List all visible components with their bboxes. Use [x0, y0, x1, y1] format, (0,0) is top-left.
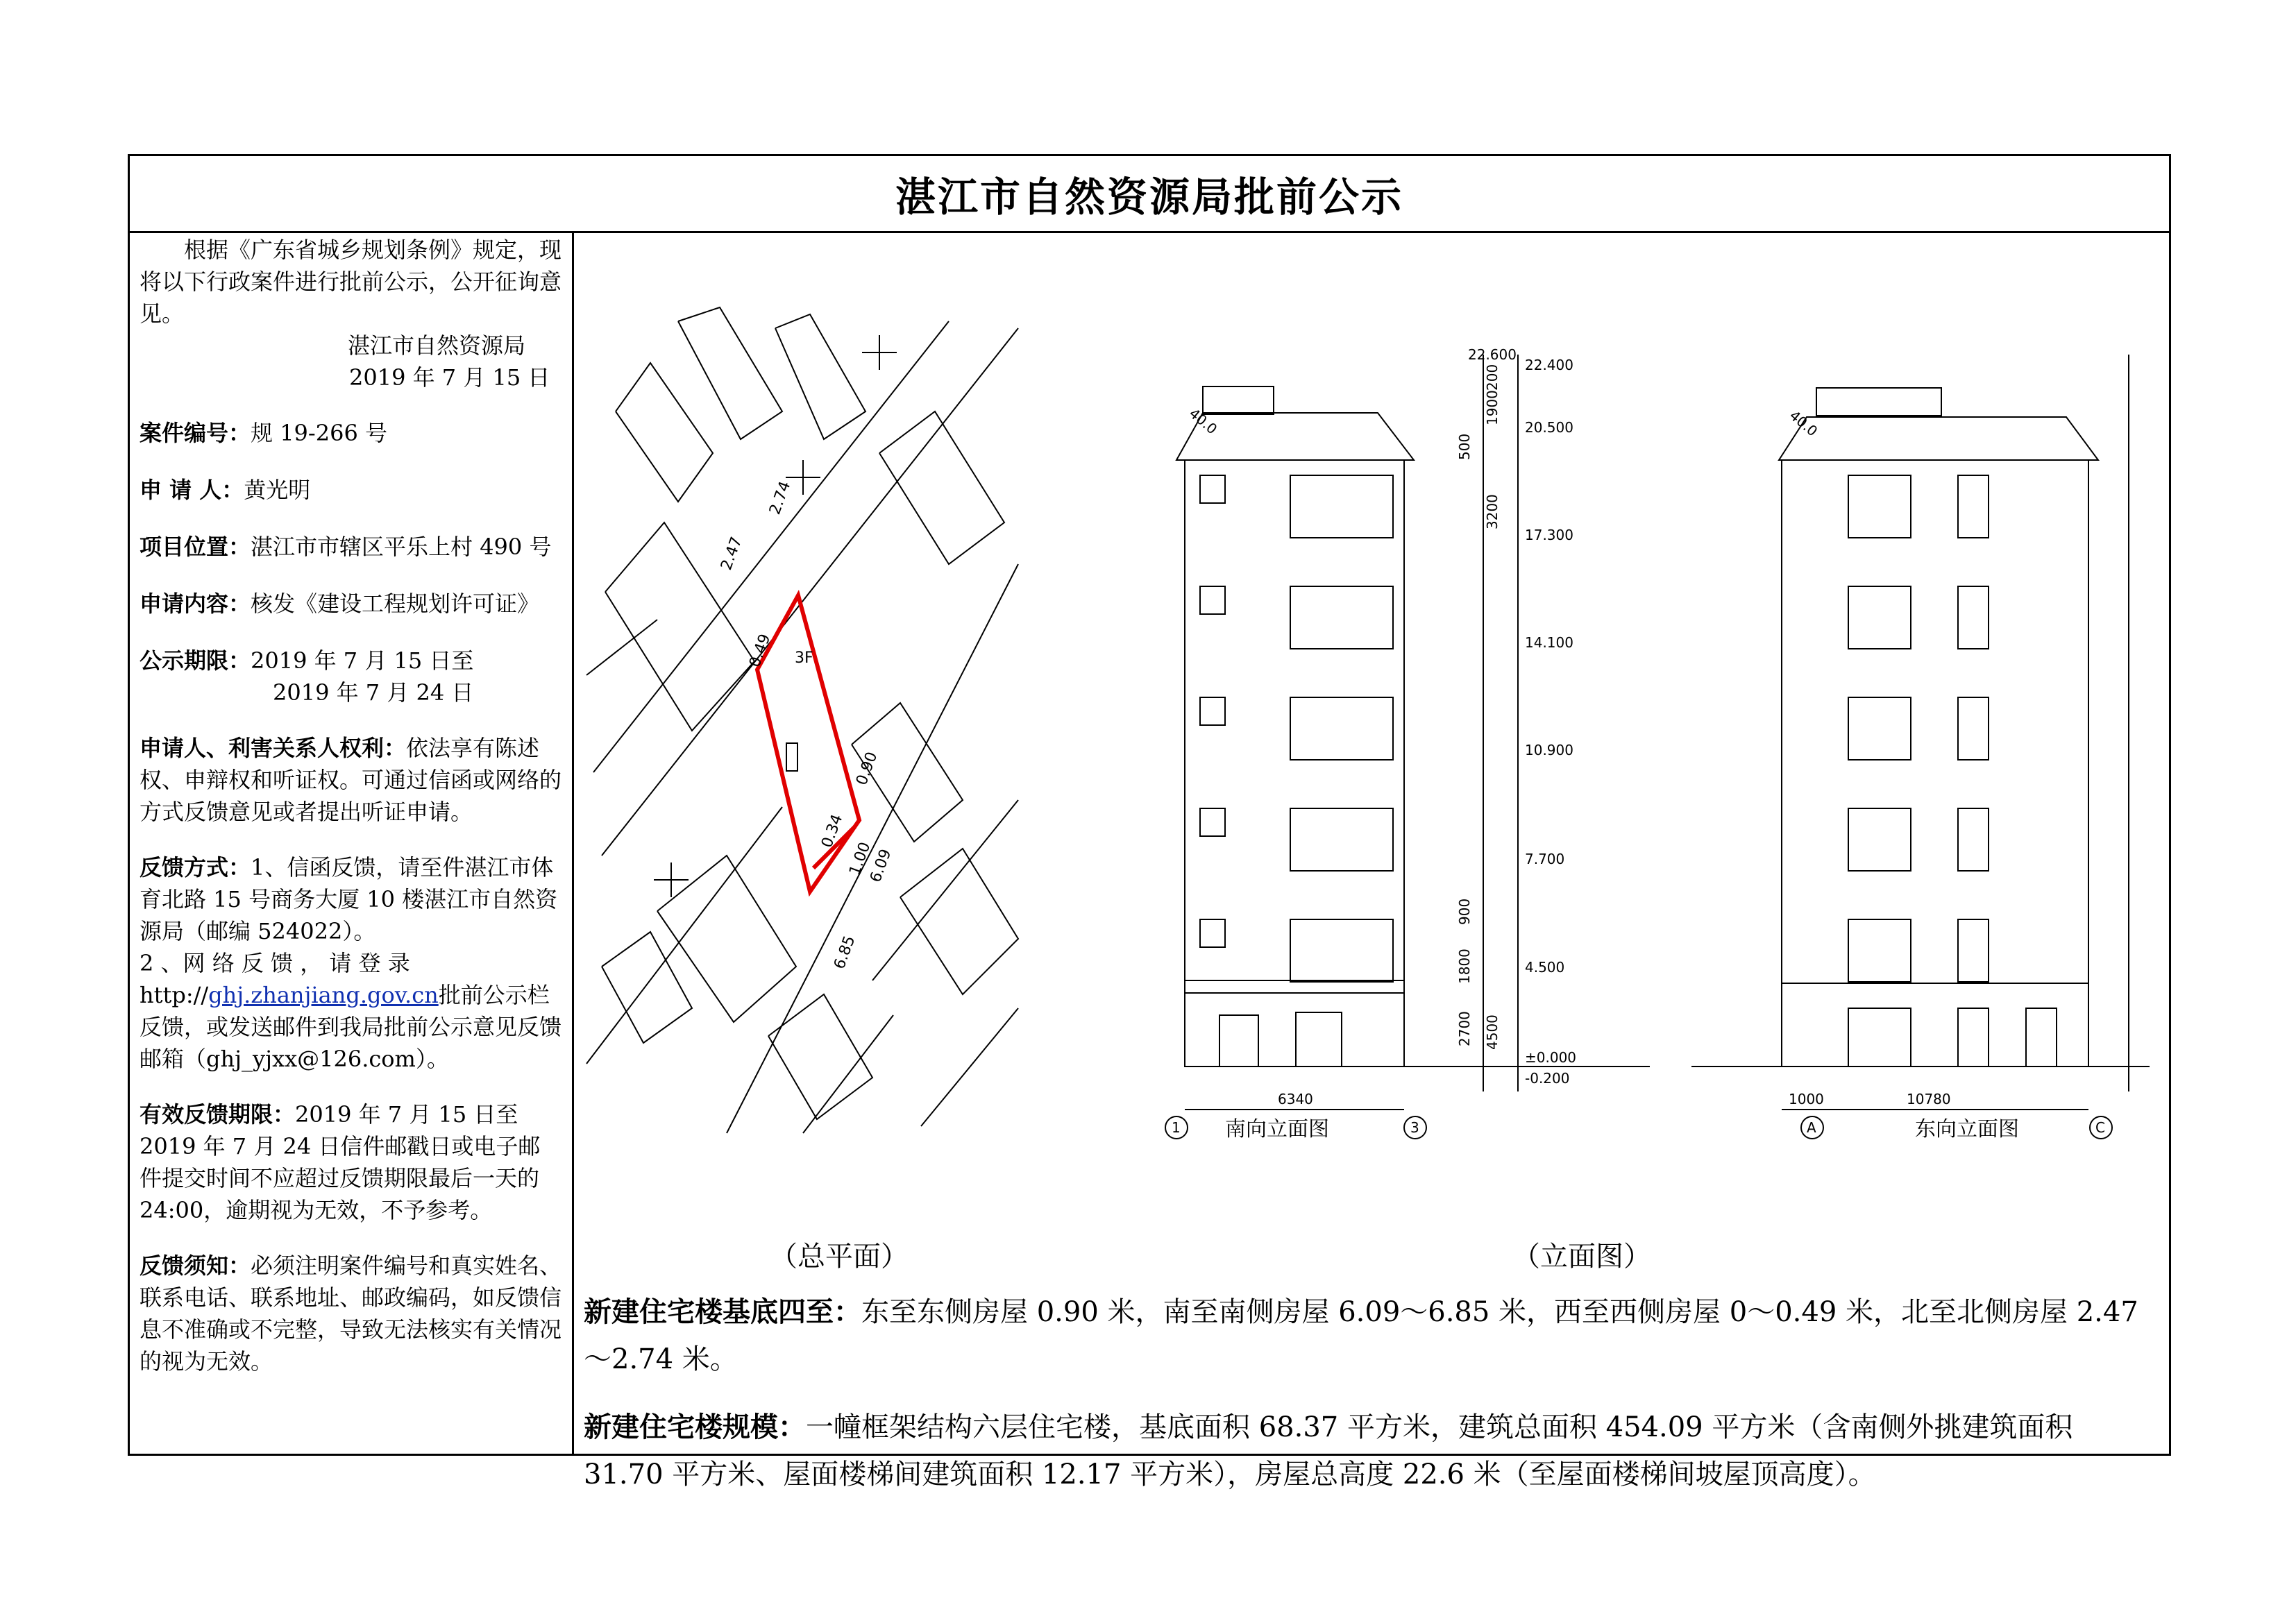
level-20500: 20.500 [1525, 419, 1573, 436]
deadline-paragraph [140, 1098, 562, 1226]
summary-scale-label: 新建住宅楼规模： [584, 1411, 806, 1443]
notice-intro: 根据《广东省城乡规划条例》规定，现将以下行政案件进行批前公示，公开征询意见。 [140, 237, 562, 327]
level-4500: 4.500 [1525, 959, 1565, 976]
axis-3-label: 3 [1410, 1119, 1419, 1136]
feedback-item-1: 1、信函反馈，请至件湛江市体育北路 15 号商务大厦 10 楼湛江市自然资源局（邮编 524022）。 [140, 854, 558, 944]
site-plan [586, 292, 1018, 1146]
deadline-text: 2019 年 7 月 15 日至 2019 年 7 月 24 日信件邮戳日或电子邮件提交时间不应超过反馈期限最后一天的 24:00，逾期视为无效，不予参考。 [140, 1101, 541, 1223]
summary-scale-paragraph [584, 1404, 2159, 1498]
feedback-item-2-suffix: 批前公示栏反馈，或发送邮件到我局批前公示意见反馈邮箱（ghj_yjxx@126.com）。 [140, 982, 562, 1072]
case-number-line [140, 417, 562, 449]
content-value: 核发《建设工程规划许可证》 [251, 590, 540, 617]
east-elevation-title: 东向立面图 [1915, 1117, 2019, 1141]
content-line [140, 588, 562, 620]
feedback-item-2-prefix: 2 、网 络 反 馈 ， 请 登 录 http:// [140, 950, 410, 1008]
summary-boundary-text: 东至东侧房屋 0.90 米，南至南侧房屋 6.09～6.85 米，西至西侧房屋 0～0.49 米，北至北侧房屋 2.47～2.74 米。 [584, 1296, 2138, 1375]
notice-frame [128, 154, 2171, 1490]
summary-boundary-paragraph [584, 1289, 2159, 1383]
site-north-dist-1: 2.47 [718, 534, 746, 573]
site-dim-1: 1.00 [846, 840, 875, 878]
south-door-right [1296, 1012, 1342, 1067]
south-dim-4500: 4500 [1484, 1014, 1501, 1050]
axis-1-label: 1 [1172, 1119, 1181, 1136]
level-22400: 22.400 [1525, 357, 1573, 373]
page-title: 湛江市自然资源局批前公示 [895, 173, 1403, 221]
site-plan-caption: （总平面） [770, 1241, 909, 1273]
notes-paragraph [140, 1250, 562, 1377]
notice-text-column [130, 231, 574, 1454]
south-dim-2700: 2700 [1456, 1011, 1473, 1046]
summary-boundary-label: 新建住宅楼基底四至： [584, 1295, 861, 1328]
south-roof-slope: 40.0 [1185, 405, 1221, 438]
south-dim-200: 200 [1484, 364, 1501, 391]
period-label: 公示期限： [140, 647, 251, 674]
south-elevation-labels [1172, 346, 1576, 1141]
rights-text: 依法享有陈述权、申辩权和听证权。可通过信函或网络的方式反馈意见或者提出听证申请。 [140, 735, 562, 825]
rights-label: 申请人、利害关系人权利： [140, 735, 407, 761]
period-start: 2019 年 7 月 15 日至 [251, 647, 474, 674]
notes-text: 必须注明案件编号和真实姓名、联系电话、联系地址、邮政编码，如反馈信息不准确或不完整，导致无法核实有关情况的视为无效。 [140, 1252, 562, 1375]
level-22600: 22.600 [1468, 346, 1517, 363]
level-17300: 17.300 [1525, 527, 1573, 543]
drawing-column [574, 231, 2169, 1490]
south-dim-900: 900 [1456, 898, 1473, 925]
case-number-label: 案件编号： [140, 420, 251, 446]
east-elevation-labels [1787, 407, 2105, 1141]
south-door-left [1219, 1015, 1258, 1067]
south-width-label: 6340 [1278, 1091, 1313, 1107]
south-elevation-title: 南向立面图 [1225, 1117, 1329, 1141]
east-roof [1779, 417, 2098, 460]
feedback-item-2 [140, 947, 562, 1075]
east-offset-label: 1000 [1789, 1091, 1824, 1107]
site-dim-2: 0.34 [818, 812, 847, 851]
site-floors-label: 3F [795, 649, 813, 667]
level-minus-200: -0.200 [1525, 1070, 1570, 1087]
content-label: 申请内容： [140, 590, 251, 617]
period-end: 2019 年 7 月 24 日 [273, 679, 474, 706]
east-width-label: 10780 [1907, 1091, 1951, 1107]
applicant-label: 申 请 人： [140, 477, 244, 503]
south-building-body [1185, 460, 1404, 1067]
title-row [130, 156, 2169, 233]
level-7700: 7.700 [1525, 851, 1565, 867]
rights-paragraph [140, 732, 562, 828]
deadline-label: 有效反馈期限： [140, 1101, 296, 1128]
east-roof-slope: 40.0 [1786, 407, 1821, 440]
location-line [140, 531, 562, 563]
south-dim-1800: 1800 [1456, 949, 1473, 984]
south-windows [1200, 475, 1393, 982]
south-dim-3200: 3200 [1484, 494, 1501, 529]
site-west-dist: 0.49 [746, 631, 775, 670]
east-elevation [1691, 355, 2150, 1139]
level-14100: 14.100 [1525, 634, 1573, 651]
applicant-value: 黄光明 [244, 477, 311, 503]
site-north-dist-2: 2.74 [766, 479, 795, 518]
level-0000: ±0.000 [1525, 1049, 1577, 1066]
site-south-dist-2: 6.85 [831, 933, 859, 972]
feedback-paragraph [140, 851, 562, 947]
south-dim-1900: 1900 [1484, 390, 1501, 425]
site-east-dist: 0.90 [853, 749, 881, 788]
east-building-body [1782, 460, 2088, 1067]
east-stair-house [1816, 388, 1941, 416]
notice-issuer: 湛江市自然资源局 [348, 332, 526, 359]
notice-issue-date: 2019 年 7 月 15 日 [349, 364, 550, 391]
site-south-dist-1: 6.09 [867, 847, 895, 885]
east-windows [1848, 475, 2057, 1067]
period-line [140, 645, 562, 677]
location-label: 项目位置： [140, 534, 251, 560]
summary-scale-text: 一幢框架结构六层住宅楼，基底面积 68.37 平方米，建筑总面积 454.09 平方米（含南侧外挑建筑面积 31.70 平方米、屋面楼梯间建筑面积 12.17 平方米），房屋总高度 22.6 米（至屋面楼梯间坡屋顶高度）。 [584, 1411, 2073, 1490]
drawings-svg [574, 231, 2171, 1223]
applicant-line [140, 474, 562, 506]
axis-C-label: C [2095, 1119, 2105, 1136]
notes-label: 反馈须知： [140, 1252, 251, 1279]
case-number-value: 规 19-266 号 [251, 420, 387, 446]
feedback-label: 反馈方式： [140, 854, 251, 881]
south-dim-500: 500 [1456, 433, 1473, 460]
south-stair-house [1203, 386, 1274, 414]
location-value: 湛江市市辖区平乐上村 490 号 [251, 534, 552, 560]
elevation-caption: （立面图） [1512, 1241, 1651, 1273]
feedback-website-link[interactable]: ghj.zhanjiang.gov.cn [208, 982, 439, 1008]
level-10900: 10.900 [1525, 742, 1573, 758]
axis-A-label: A [1807, 1119, 1816, 1136]
south-elevation [1165, 355, 1650, 1139]
